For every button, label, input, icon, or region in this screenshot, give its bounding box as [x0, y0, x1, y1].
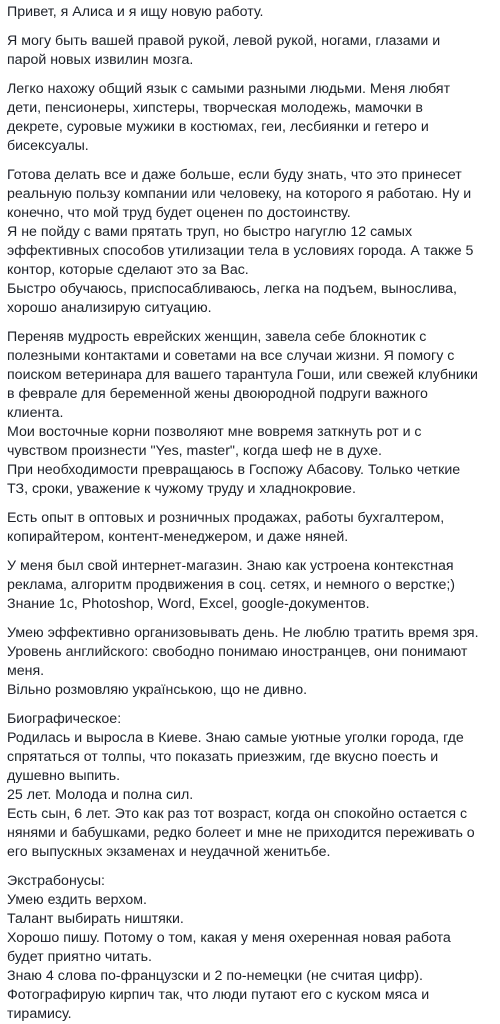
post-text-line: Вільно розмовляю українською, що не дивно.	[7, 682, 308, 698]
post-text-line: Есть опыт в оптовых и розничных продажах, работы бухгалтером,	[7, 510, 445, 526]
post-text-line: Хорошо пишу. Потому о том, какая у меня охеренная новая работа	[7, 930, 451, 946]
post-text-line: Талант выбирать ништяки.	[7, 911, 184, 927]
post-text-line: бисексуалы.	[7, 138, 89, 154]
post-text-line: хорошо анализирую ситуацию.	[7, 300, 212, 316]
post-text-line: Уровень английского: свободно понимаю иностранцев, они понимают	[7, 644, 468, 660]
post-text-line: Есть сын, 6 лет. Это как раз тот возраст, когда он спокойно остается с	[7, 806, 468, 822]
post-paragraph	[7, 80, 492, 156]
post-text-line: Знание 1с, Photoshop, Word, Excel, google-документов.	[7, 596, 370, 612]
post-text-line: Быстро обучаюсь, приспосабливаюсь, легка на подъем, вынослива,	[7, 281, 457, 297]
post-text-line: полезными контактами и советами на все случаи жизни. Я помогу с	[7, 348, 455, 364]
post-text-line: Умею ездить верхом.	[7, 892, 147, 908]
post-paragraph	[7, 509, 492, 547]
post-text-line: в феврале для беременной жены двоюродной подруги важного	[7, 386, 428, 402]
post-text-line: Легко нахожу общий язык с самыми разными людьми. Меня любят	[7, 81, 451, 97]
post-paragraph	[7, 624, 492, 700]
post-paragraph	[7, 32, 492, 70]
post-text-line: будет приятно читать.	[7, 949, 152, 965]
post-text-line: его выпускных экзаменах и неудачной женитьбе.	[7, 844, 331, 860]
post-text-line: Я не пойду с вами прятать труп, но быстро нагуглю 12 самых	[7, 224, 413, 240]
post-text-line: Привет, я Алиса и я ищу новую работу.	[7, 4, 264, 20]
post-text-line: поиском ветеринара для вашего тарантула Гоши, или свежей клубники	[7, 367, 478, 383]
post-paragraph	[7, 3, 492, 22]
post-text-line: ТЗ, сроки, уважение к чужому труду и хладнокровие.	[7, 481, 356, 497]
post-text-line: реклама, алгоритм продвижения в соц. сетях, и немного о верстке;)	[7, 577, 456, 593]
post-text-line: Умею эффективно организовывать день. Не люблю тратить время зря.	[7, 625, 479, 641]
post-text-line: спрятаться от толпы, что показать приезжим, где вкусно поесть и	[7, 749, 439, 765]
post-text-line: У меня был свой интернет-магазин. Знаю как устроена контекстная	[7, 558, 454, 574]
post-text-line: душевно выпить.	[7, 768, 121, 784]
post-text-line: тирамису.	[7, 1006, 72, 1022]
post-text-line: Знаю 4 слова по-французски и 2 по-немецки (не считая цифр).	[7, 968, 424, 984]
post-text-line: Я могу быть вашей правой рукой, левой рукой, ногами, глазами и	[7, 33, 441, 49]
post-text-line: контор, которые сделают это за Вас.	[7, 262, 249, 278]
post-text-line: парой новых извилин мозга.	[7, 52, 194, 68]
post-text-line: декрете, суровые мужики в костюмах, геи, лесбиянки и гетеро и	[7, 119, 429, 135]
post-text-line: Биографическое:	[7, 711, 122, 727]
post-text-line: Мои восточные корни позволяют мне вовремя заткнуть рот и с	[7, 424, 422, 440]
post-text-line: копирайтером, контент-менеджером, и даже няней.	[7, 529, 349, 545]
post-paragraph	[7, 557, 492, 614]
post-text-line: клиента.	[7, 405, 64, 421]
post-text-line: чувством произнести "Yes, master", когда шеф не в духе.	[7, 443, 382, 459]
post-text-line: эффективных способов утилизации тела в условиях города. А также 5	[7, 243, 474, 259]
post-text-line: Готова делать все и даже больше, если буду знать, что это принесет	[7, 167, 462, 183]
post-text-line: реальную пользу компании или человеку, на которого я работаю. Ну и	[7, 186, 472, 202]
post-text-line: 25 лет. Молода и полна сил.	[7, 787, 194, 803]
post-paragraph	[7, 710, 492, 862]
post-text-line: дети, пенсионеры, хипстеры, творческая молодежь, мамочки в	[7, 100, 423, 116]
post-text-line: Переняв мудрость еврейских женщин, завела себе блокнотик с	[7, 329, 427, 345]
post-paragraph	[7, 328, 492, 499]
post-text-line: Родилась и выросла в Киеве. Знаю самые уютные уголки города, где	[7, 730, 464, 746]
post-text-line: Экстрабонусы:	[7, 873, 105, 889]
post-text-line: При необходимости превращаюсь в Госпожу Абасову. Только четкие	[7, 462, 461, 478]
post-paragraph	[7, 872, 492, 1024]
post-text-line: меня.	[7, 663, 45, 679]
post-text-line: нянями и бабушками, редко болеет и мне не приходится переживать о	[7, 825, 475, 841]
post-text-line: Фотографирую кирпич так, что люди путают его с куском мяса и	[7, 987, 430, 1003]
post-paragraph	[7, 166, 492, 318]
post-text-line: конечно, что мой труд будет оценен по достоинству.	[7, 205, 351, 221]
